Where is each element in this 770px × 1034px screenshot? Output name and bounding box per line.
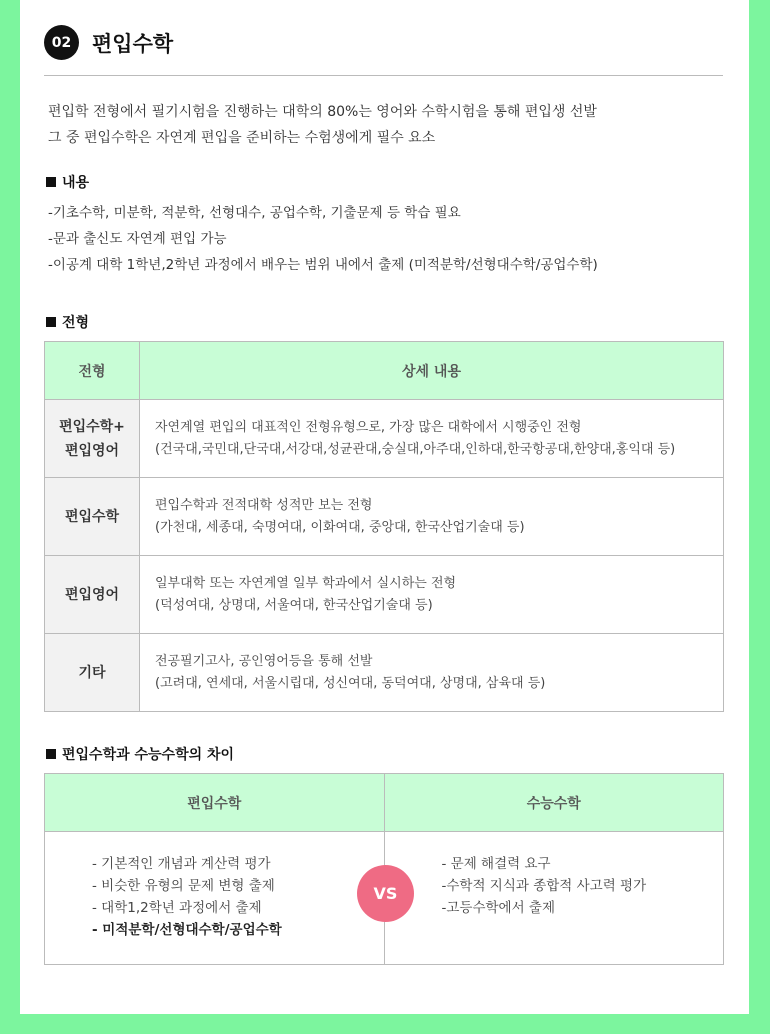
selection-table [44, 341, 724, 712]
row-type [45, 400, 140, 478]
list-item: - 비슷한 유형의 문제 변형 출제 [92, 878, 275, 894]
row-detail [140, 400, 724, 478]
square-bullet-icon [46, 749, 56, 759]
table-header-row [45, 342, 724, 400]
section-title: 편입수학 [92, 31, 174, 56]
header-detail: 상세 내용 [140, 342, 724, 400]
transfer-math-cell [45, 832, 385, 965]
transfer-math-list [46, 833, 383, 941]
table-header-row [45, 774, 724, 832]
table-row [45, 556, 724, 634]
detail-line: 전공필기고사, 공인영어등을 통해 선발 [155, 653, 373, 669]
detail-line: 자연계열 편입의 대표적인 전형유형으로, 가장 많은 대학에서 시행중인 전형 [155, 419, 582, 435]
heading-divider [44, 75, 723, 76]
section-number-badge: 02 [44, 25, 79, 60]
section-heading [44, 25, 173, 60]
intro-text [48, 99, 597, 151]
table-row [45, 634, 724, 712]
vs-badge: VS [357, 865, 414, 922]
detail-line: (고려대, 연세대, 서울시립대, 성신여대, 동덕여대, 상명대, 삼육대 등) [155, 675, 546, 691]
list-item: -기초수학, 미분학, 적분학, 선형대수, 공업수학, 기출문제 등 학습 필요 [48, 205, 461, 221]
selection-title: 전형 [62, 315, 90, 331]
header-transfer-math: 편입수학 [45, 774, 385, 832]
content-list [48, 200, 598, 278]
intro-line: 그 중 편입수학은 자연계 편입을 준비하는 수험생에게 필수 요소 [48, 130, 436, 146]
row-type-line: 편입수학+ [59, 418, 125, 435]
detail-line: (가천대, 세종대, 숙명여대, 이화여대, 중앙대, 한국산업기술대 등) [155, 519, 525, 535]
header-type: 전형 [45, 342, 140, 400]
table-row [45, 478, 724, 556]
list-item: - 문제 해결력 요구 [441, 856, 551, 872]
list-item: - 미적분학/선형대수학/공업수학 [92, 922, 282, 938]
detail-line: 편입수학과 전적대학 성적만 보는 전형 [155, 497, 373, 513]
comparison-heading [46, 744, 234, 764]
row-type-line: 편입영어 [64, 442, 120, 459]
selection-heading [46, 312, 89, 332]
row-type [45, 556, 140, 634]
list-item: -수학적 지식과 종합적 사고력 평가 [441, 878, 647, 894]
intro-line: 편입학 전형에서 필기시험을 진행하는 대학의 80%는 영어와 수학시험을 통해 편입생 선발 [48, 104, 597, 120]
list-item: - 기본적인 개념과 계산력 평가 [92, 856, 271, 872]
comparison-title: 편입수학과 수능수학의 차이 [62, 747, 235, 763]
table-row [45, 400, 724, 478]
detail-line: 일부대학 또는 자연계열 일부 학과에서 실시하는 전형 [155, 575, 457, 591]
list-item: -문과 출신도 자연계 편입 가능 [48, 231, 227, 247]
row-type-line: 기타 [78, 664, 106, 681]
row-type [45, 478, 140, 556]
row-detail [140, 634, 724, 712]
list-item: - 대학1,2학년 과정에서 출제 [92, 900, 262, 916]
row-type-line: 편입수학 [64, 508, 120, 525]
list-item: -이공계 대학 1학년,2학년 과정에서 배우는 범위 내에서 출제 (미적분학/선형대수학/공업수학) [48, 257, 598, 273]
row-detail [140, 556, 724, 634]
csat-math-list [386, 833, 723, 919]
square-bullet-icon [46, 317, 56, 327]
list-item: -고등수학에서 출제 [441, 900, 555, 916]
square-bullet-icon [46, 177, 56, 187]
content-card [20, 0, 749, 1014]
row-detail [140, 478, 724, 556]
detail-line: (건국대,국민대,단국대,서강대,성균관대,숭실대,아주대,인하대,한국항공대,한양대,홍익대 등) [155, 441, 676, 457]
content-title: 내용 [62, 175, 90, 191]
detail-line: (덕성여대, 상명대, 서울여대, 한국산업기술대 등) [155, 597, 433, 613]
content-heading [46, 172, 89, 192]
header-csat-math: 수능수학 [384, 774, 724, 832]
row-type [45, 634, 140, 712]
row-type-line: 편입영어 [64, 586, 120, 603]
csat-math-cell [384, 832, 724, 965]
